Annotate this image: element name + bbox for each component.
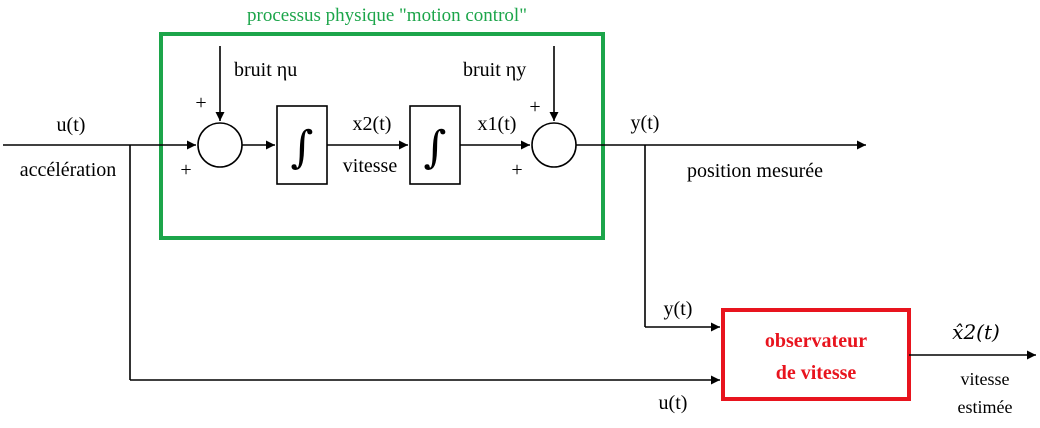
sum-junction-1 (198, 123, 242, 167)
noise-u-label: bruit ηu (234, 59, 298, 81)
input-desc: accélération (19, 159, 117, 181)
observer-input-y-label: y(t) (663, 298, 693, 320)
estimate-label: x̂2(t) (952, 320, 1000, 344)
input-label: u(t) (56, 114, 86, 136)
x2-desc: vitesse (342, 155, 398, 177)
observer-input-u-label: u(t) (658, 392, 688, 414)
output-label: y(t) (630, 112, 660, 134)
observer-block (723, 310, 909, 399)
sum-junction-2 (532, 123, 576, 167)
sum1-sign-top: + (195, 92, 207, 114)
observer-title-line2: de vitesse (775, 362, 857, 384)
observer-title-line1: observateur (764, 330, 868, 352)
process-title: processus physique "motion control" (247, 5, 527, 26)
x2-label: x2(t) (352, 113, 392, 135)
integrator-symbol-1: ∫ (290, 122, 314, 173)
estimate-desc-2: estimée (957, 397, 1013, 417)
x1-label: x1(t) (477, 113, 517, 135)
sum2-sign-top: + (529, 96, 541, 118)
integrator-symbol-2: ∫ (423, 122, 447, 173)
output-desc: position mesurée (686, 160, 824, 182)
estimate-desc-1: vitesse (960, 369, 1010, 389)
noise-y-label: bruit ηy (463, 59, 527, 81)
sum1-sign-left: + (180, 159, 192, 181)
sum2-sign-left: + (511, 159, 523, 181)
